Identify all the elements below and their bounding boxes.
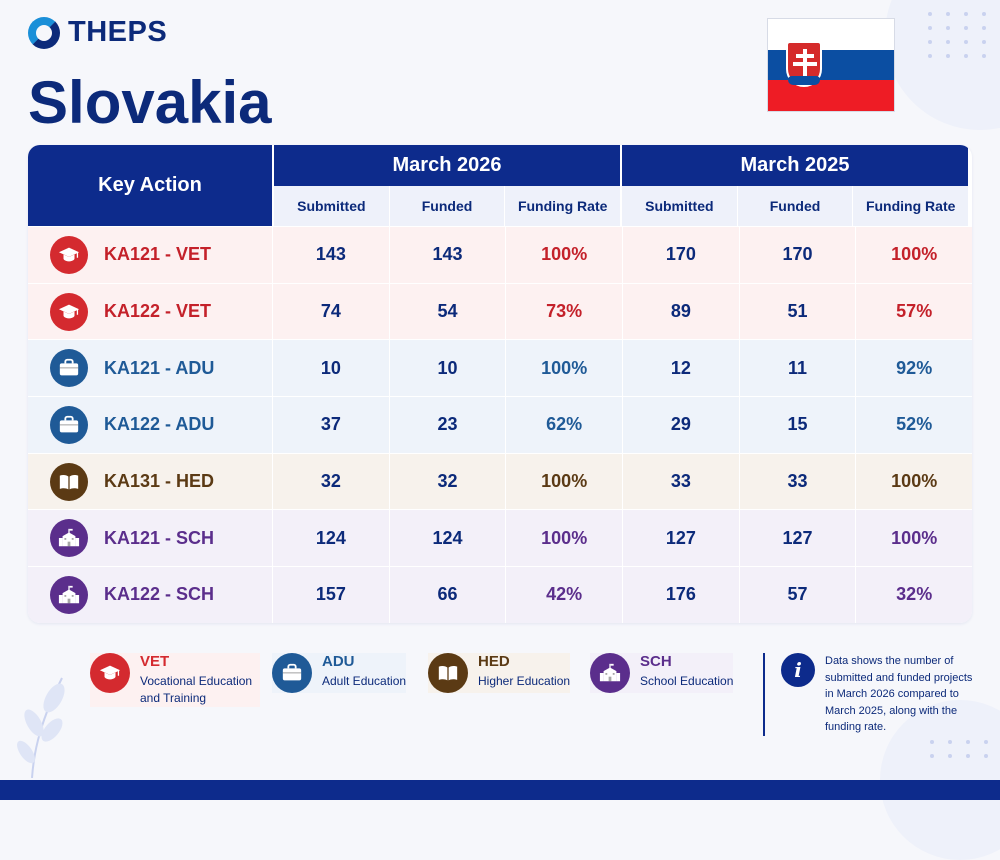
legend-code: HED [478, 653, 510, 670]
brand-name: THEPS [68, 16, 168, 48]
cell-submitted: 37 [272, 397, 389, 453]
page-title: Slovakia [28, 69, 272, 136]
briefcase-icon [50, 349, 88, 387]
info-note [763, 653, 978, 736]
key-action-cell [28, 227, 272, 283]
cell-submitted: 29 [622, 397, 739, 453]
column-header-funding-rate: Funding Rate [852, 186, 968, 226]
column-header-funded: Funded [389, 186, 505, 226]
logo-ring-icon [28, 17, 60, 49]
table-row [28, 509, 972, 566]
cell-submitted: 10 [272, 340, 389, 396]
cell-funded: 170 [739, 227, 856, 283]
open-book-icon [428, 653, 468, 693]
key-action-label: KA122 - SCH [104, 584, 215, 605]
key-action-cell [28, 510, 272, 566]
table-body [28, 226, 972, 623]
cell-funded: 66 [389, 567, 506, 623]
legend-description: Adult Education [322, 674, 407, 688]
cell-submitted: 32 [272, 454, 389, 510]
key-action-label: KA122 - ADU [104, 414, 215, 435]
period-title: March 2025 [622, 145, 968, 186]
cell-funded: 127 [739, 510, 856, 566]
key-action-label: KA121 - ADU [104, 357, 215, 378]
cell-funded: 57 [739, 567, 856, 623]
cell-funding-rate: 73% [505, 284, 622, 340]
key-action-cell [28, 397, 272, 453]
cell-funding-rate: 100% [505, 227, 622, 283]
legend-item-vet [90, 653, 260, 707]
cell-funded: 10 [389, 340, 506, 396]
column-header-submitted: Submitted [645, 198, 714, 214]
graduation-cap-icon [90, 653, 130, 693]
cell-submitted: 127 [622, 510, 739, 566]
cell-funding-rate: 100% [855, 227, 972, 283]
cell-submitted: 170 [622, 227, 739, 283]
footer-bar [0, 780, 1000, 800]
school-building-icon [590, 653, 630, 693]
info-icon: i [781, 653, 815, 687]
key-action-label: KA121 - VET [104, 244, 212, 265]
key-action-cell [28, 284, 272, 340]
column-header-funding-rate: Funding Rate [504, 186, 620, 226]
cell-funding-rate: 100% [505, 454, 622, 510]
key-action-header: Key Action [28, 145, 272, 226]
school-building-icon [50, 519, 88, 557]
briefcase-icon [50, 406, 88, 444]
cell-funded: 51 [739, 284, 856, 340]
legend-item-adu [272, 653, 406, 693]
legend-item-hed [428, 653, 570, 693]
cell-funded: 54 [389, 284, 506, 340]
cell-funding-rate: 62% [505, 397, 622, 453]
leaf-decoration-icon [12, 668, 82, 778]
cell-funding-rate: 32% [855, 567, 972, 623]
legend-description: Higher Education [478, 674, 571, 688]
graduation-cap-icon [50, 236, 88, 274]
cell-submitted: 89 [622, 284, 739, 340]
cell-funding-rate: 100% [505, 340, 622, 396]
cell-funded: 143 [389, 227, 506, 283]
cell-submitted: 143 [272, 227, 389, 283]
table-row [28, 566, 972, 623]
cell-funding-rate: 92% [855, 340, 972, 396]
key-action-label: KA131 - HED [104, 471, 215, 492]
decorative-dots [928, 12, 1000, 58]
cell-submitted: 33 [622, 454, 739, 510]
cell-funding-rate: 57% [855, 284, 972, 340]
slovakia-flag-icon [767, 18, 895, 112]
cell-funded: 33 [739, 454, 856, 510]
cell-funding-rate: 100% [855, 510, 972, 566]
cell-funded: 124 [389, 510, 506, 566]
cell-funding-rate: 100% [855, 454, 972, 510]
column-header-submitted: Submitted [297, 198, 366, 214]
legend-code: VET [140, 653, 170, 670]
key-action-table [28, 145, 972, 623]
cell-funded: 15 [739, 397, 856, 453]
key-action-cell [28, 454, 272, 510]
legend-description: School Education [640, 674, 734, 688]
period-title: March 2026 [274, 145, 620, 186]
key-action-cell [28, 340, 272, 396]
cell-funded: 32 [389, 454, 506, 510]
cell-funding-rate: 100% [505, 510, 622, 566]
brand-logo [28, 16, 167, 49]
table-row [28, 396, 972, 453]
table-row [28, 283, 972, 340]
cell-submitted: 176 [622, 567, 739, 623]
period-march-2026 [272, 145, 620, 226]
coat-of-arms-icon [786, 41, 822, 87]
briefcase-icon [272, 653, 312, 693]
key-action-cell [28, 567, 272, 623]
legend-code: SCH [640, 653, 672, 670]
cell-submitted: 157 [272, 567, 389, 623]
cell-funded: 11 [739, 340, 856, 396]
table-row [28, 226, 972, 283]
cell-submitted: 12 [622, 340, 739, 396]
key-action-label: KA121 - SCH [104, 527, 215, 548]
open-book-icon [50, 463, 88, 501]
graduation-cap-icon [50, 293, 88, 331]
note-text: Data shows the number of submitted and funded projects in March 2026 compared to March 2025, along with the funding rate. [825, 655, 973, 733]
legend-item-sch [590, 653, 733, 693]
cell-funding-rate: 42% [505, 567, 622, 623]
table-row [28, 339, 972, 396]
table-header [28, 145, 972, 226]
column-header-funded: Funded [737, 186, 853, 226]
key-action-label: KA122 - VET [104, 301, 212, 322]
decorative-dots [930, 740, 1000, 758]
legend-description: Vocational Education and Training [140, 674, 253, 705]
period-march-2025 [620, 145, 968, 226]
table-row [28, 453, 972, 510]
cell-submitted: 74 [272, 284, 389, 340]
cell-funding-rate: 52% [855, 397, 972, 453]
cell-funded: 23 [389, 397, 506, 453]
cell-submitted: 124 [272, 510, 389, 566]
legend-code: ADU [322, 653, 355, 670]
school-building-icon [50, 576, 88, 614]
